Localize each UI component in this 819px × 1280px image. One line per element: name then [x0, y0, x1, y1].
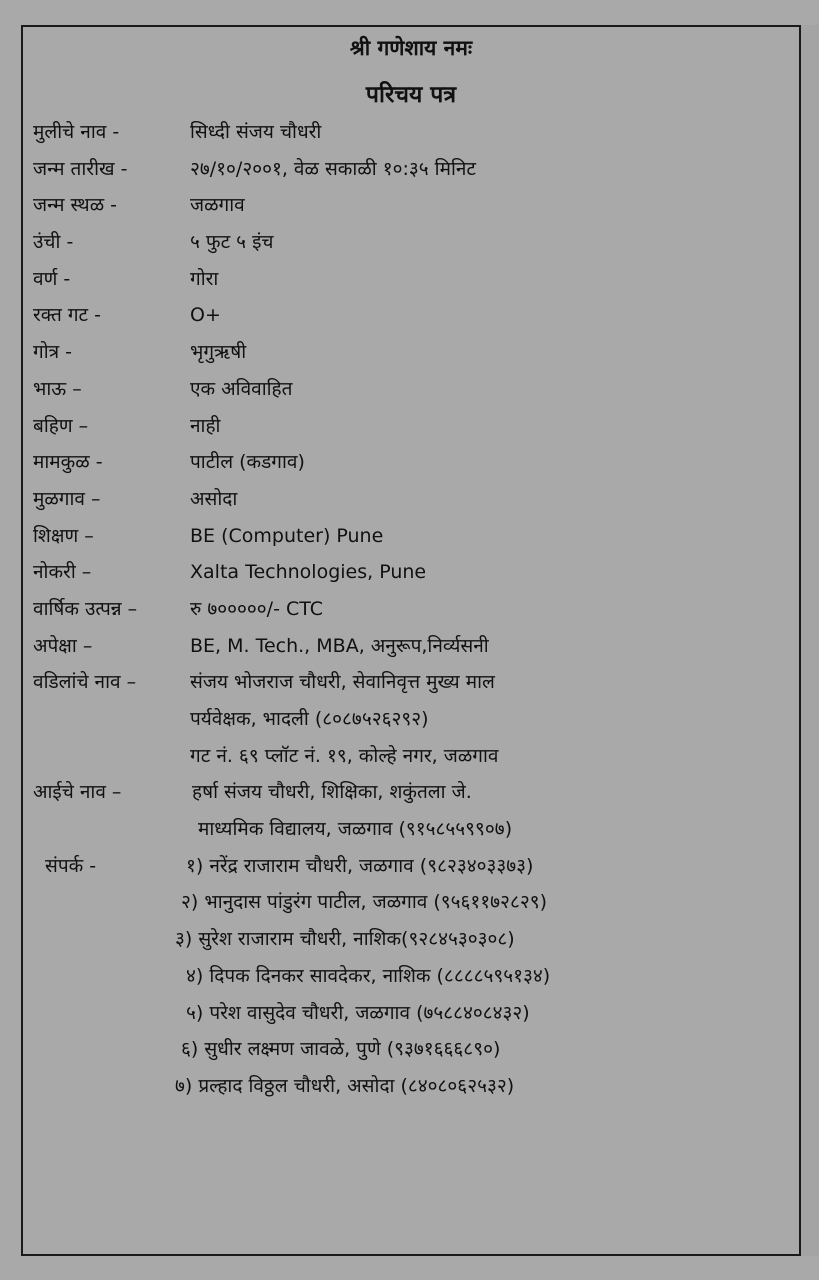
- field-label: मामकुळ -: [33, 451, 103, 474]
- contact-row: [33, 921, 793, 958]
- field-label: मुलीचे नाव -: [33, 121, 120, 143]
- field-value: सिध्दी संजय चौधरी: [190, 121, 322, 143]
- field-row-annual-income: [33, 591, 793, 628]
- field-row-maternal-family: [33, 444, 793, 481]
- contact-item: ४) दिपक दिनकर सावदेकर, नाशिक (८८८८५९५१३४): [186, 964, 551, 987]
- field-row-expectation: [33, 628, 793, 665]
- field-row-birth-place: [33, 187, 793, 224]
- field-label: भाऊ –: [33, 377, 82, 400]
- field-row-birth-date: [33, 151, 793, 188]
- invocation-heading: श्री गणेशाय नमः: [349, 36, 473, 60]
- field-label: उंची -: [33, 231, 74, 254]
- field-label: जन्म स्थळ -: [33, 194, 118, 217]
- field-value: नाही: [190, 414, 221, 437]
- father-row: [33, 664, 793, 701]
- field-row-education: [33, 518, 793, 555]
- field-row-sister: [33, 408, 793, 445]
- contact-row: [33, 884, 793, 921]
- contact-item: ५) परेश वासुदेव चौधरी, जळगाव (७५८८४०८४३२): [186, 1001, 530, 1024]
- field-label: मुळगाव –: [33, 487, 101, 510]
- field-value: गोरा: [190, 267, 219, 290]
- contact-item: १) नरेंद्र राजाराम चौधरी, जळगाव (९८२३४०३३७३): [186, 854, 534, 877]
- contact-item: ३) सुरेश राजाराम चौधरी, नाशिक(९२८४५३०३०८): [175, 928, 515, 951]
- field-row-gotra: [33, 334, 793, 371]
- contact-row: [33, 1031, 793, 1068]
- father-label: वडिलांचे नाव –: [33, 671, 137, 694]
- field-label: जन्म तारीख -: [33, 157, 128, 180]
- father-line: संजय भोजराज चौधरी, सेवानिवृत्त मुख्य माल: [190, 671, 495, 694]
- contact-item: ७) प्रल्हाद विठ्ठल चौधरी, असोदा (८४०८०६२५३२): [175, 1074, 515, 1097]
- father-row-address: [33, 738, 793, 775]
- contact-row: [33, 848, 793, 885]
- field-value: एक अविवाहित: [190, 377, 293, 400]
- field-label: वर्ण -: [33, 267, 71, 290]
- field-value: भृगुऋषी: [190, 341, 247, 364]
- mother-line: हर्षा संजय चौधरी, शिक्षिका, शकुंतला जे.: [192, 781, 472, 804]
- field-value: जळगाव: [190, 194, 245, 217]
- contact-row: [33, 1068, 793, 1105]
- father-line: गट नं. ६९ प्लॉट नं. १९, कोल्हे नगर, जळगाव: [190, 744, 499, 767]
- mother-line: माध्यमिक विद्यालय, जळगाव (९१५८५५९९०७): [198, 818, 513, 841]
- field-label: नोकरी –: [33, 561, 92, 584]
- contact-row: [33, 995, 793, 1032]
- mother-row-continued: [33, 811, 793, 848]
- field-row-height: [33, 224, 793, 261]
- field-value: २७/१०/२००१, वेळ सकाळी १०:३५ मिनिट: [190, 157, 477, 180]
- field-row-job: [33, 554, 793, 591]
- contact-item: २) भानुदास पांडुरंग पाटील, जळगाव (९५६११७२८२९): [181, 891, 547, 914]
- field-label: वार्षिक उत्पन्न –: [33, 597, 138, 620]
- right-margin-strip: [801, 25, 819, 1256]
- mother-label: आईचे नाव –: [33, 781, 122, 804]
- field-row-native-place: [33, 481, 793, 518]
- field-label: बहिण –: [33, 414, 89, 437]
- contacts-label: संपर्क -: [45, 854, 97, 877]
- father-line: पर्यवेक्षक, भादली (८०८७५२६२९२): [190, 708, 429, 730]
- mother-row: [33, 774, 793, 811]
- field-row-blood-group: [33, 297, 793, 334]
- field-label: रक्त गट -: [33, 304, 101, 327]
- contact-item: ६) सुधीर लक्ष्मण जावळे, पुणे (९३७१६६६८९०): [181, 1038, 501, 1061]
- field-row-brother: [33, 371, 793, 408]
- field-label: शिक्षण –: [33, 524, 94, 547]
- field-row-complexion: [33, 261, 793, 298]
- field-label: गोत्र -: [33, 341, 73, 364]
- field-row-name: [33, 114, 793, 151]
- document-title: परिचय पत्र: [365, 82, 457, 108]
- field-value: O+: [190, 304, 221, 327]
- field-value: ५ फुट ५ इंच: [190, 231, 274, 254]
- field-value: रु ७०००००/- CTC: [190, 597, 324, 620]
- contacts-section: [33, 848, 793, 1105]
- field-label: अपेक्षा –: [33, 634, 93, 657]
- father-row-continued: [33, 701, 793, 738]
- field-value: BE (Computer) Pune: [190, 524, 384, 547]
- field-value: Xalta Technologies, Pune: [190, 561, 427, 584]
- field-value: BE, M. Tech., MBA, अनुरूप,निर्व्यसनी: [190, 634, 489, 657]
- field-value: असोदा: [190, 487, 238, 510]
- field-value: पाटील (कडगाव): [190, 451, 305, 474]
- contact-row: [33, 958, 793, 995]
- biodata-fields: [33, 114, 793, 1105]
